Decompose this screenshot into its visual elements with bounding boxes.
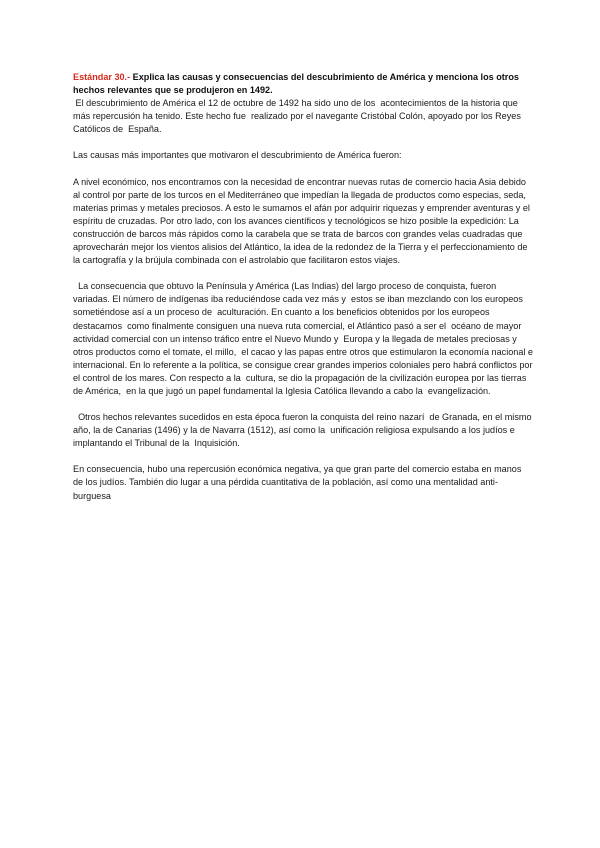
- paragraph-other-events: Otros hechos relevantes sucedidos en esta época fueron la conquista del reino nazarí de Granada, en el mismo año, la de Canarias (1496) y la de Navarra (1512), así como la unificación religiosa expulsando a los judíos e implantando el Tribunal de la Inquisición.: [73, 412, 535, 449]
- paragraph-conclusion: En consecuencia, hubo una repercusión económica negativa, ya que gran parte del comercio estaba en manos de los judíos. También dio lugar a una pérdida cuantitativa de la población, así como una mentalidad anti-burguesa: [73, 464, 522, 501]
- spacer: [73, 136, 533, 149]
- document-page: [73, 71, 539, 503]
- spacer: [73, 450, 533, 463]
- heading-prefix: Estándar 30.-: [73, 72, 131, 82]
- heading: [73, 71, 533, 97]
- paragraph-causes-intro: Las causas más importantes que motivaron el descubrimiento de América fueron:: [73, 150, 402, 161]
- paragraph-causes: A nivel económico, nos encontramos con la necesidad de encontrar nuevas rutas de comercio hacia Asia debido al control por parte de los turcos en el Mediterráneo que impedían la llegada de productos como especias, seda, materias primas y metales preciosos. A esto le sumamos el afán por adquirir riquezas y emprender aventuras y el espíritu de cruzadas. Por otro lado, con los avances científicos y tecnológicos se hizo posible la expedición: La construcción de barcos más rápidos como la carabela que se trata de barcos con grandes velas cuadradas que aprovecharán mejor los vientos alisios del Atlántico, la idea de la redondez de la Tierra y el perfeccionamiento de la cartografía y la brújula combinada con el astrolabio que facilitaron estos viajes.: [73, 176, 530, 266]
- spacer: [73, 163, 533, 176]
- paragraph-consequences: La consecuencia que obtuvo la Península y América (Las Indias) del largo proceso de conquista, fueron variadas. El número de indígenas iba reduciéndose cada vez más y estos se iban mezclando con los europeos sometiéndose así a un proceso de aculturación. En cuanto a los beneficios obtenidos por los europeos destacamos como finalmente consiguen una nueva ruta comercial, el Atlántico pasó a ser el océano de mayor actividad comercial con un intenso tráfico entre el Nuevo Mundo y Europa y la llegada de metales preciosas y otros productos como el tomate, el millo, el cacao y las papas entre otros que estimularon la economía nacional e internacional. En lo referente a la política, se consigue crear grandes imperios coloniales pero habrá conflictos por el control de los mares. Con respecto a la cultura, se dio la propagación de la civilización europea por las tierras de América, en la que jugó un papel fundamental la Iglesia Católica llevando a cabo la evangelización.: [73, 281, 539, 396]
- spacer: [73, 398, 533, 411]
- heading-text: Explica las causas y consecuencias del descubrimiento de América y menciona los otros hechos relevantes que se produjeron en 1492.: [73, 72, 519, 96]
- paragraph-intro: El descubrimiento de América el 12 de octubre de 1492 ha sido uno de los acontecimientos de la historia que más repercusión ha tenido. Este hecho fue realizado por el navegante Cristóbal Colón, apoyado por los Reyes Católicos de España.: [73, 98, 524, 135]
- spacer: [73, 267, 533, 280]
